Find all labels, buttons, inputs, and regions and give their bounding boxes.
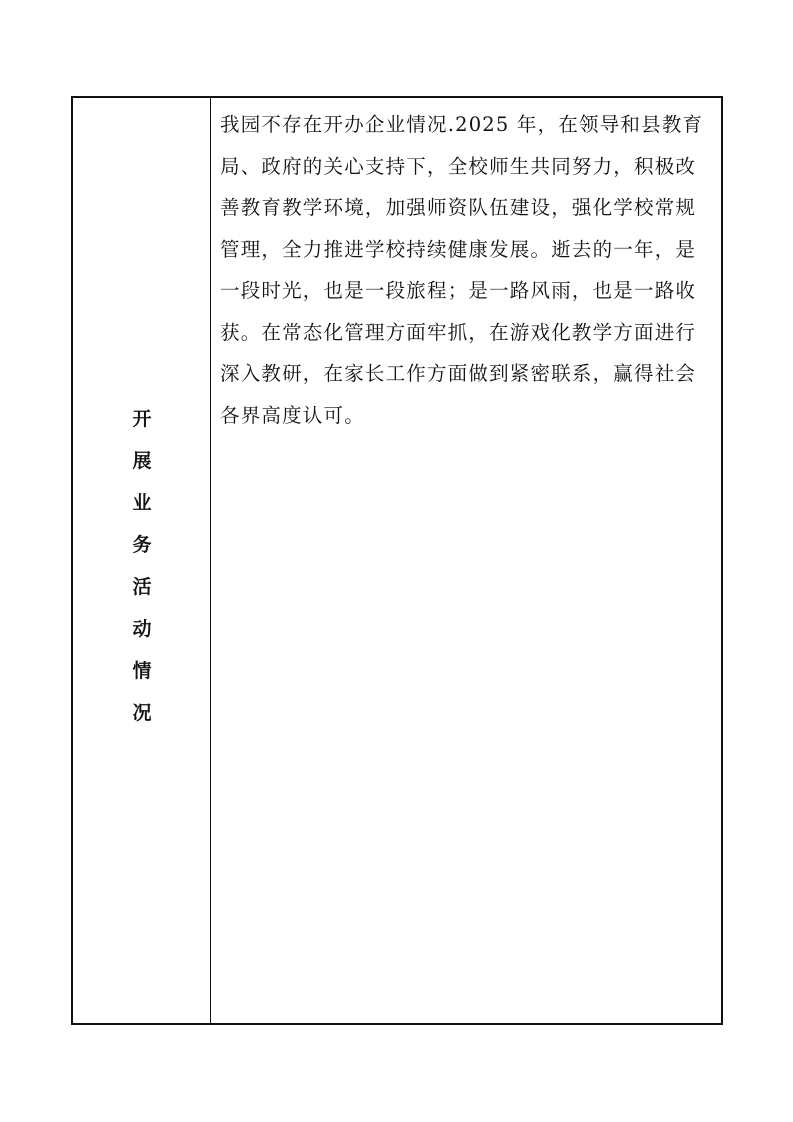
label-char: 展 <box>132 450 152 472</box>
label-char: 开 <box>132 408 152 430</box>
content-line: 获。在常态化管理方面牢抓，在游戏化教学方面进行 <box>220 320 697 344</box>
content-line: 局、政府的关心支持下，全校师生共同努力，积极改 <box>220 154 697 178</box>
content-line: 我园不存在开办企业情况.2025 年，在领导和县教育 <box>220 113 704 136</box>
label-char: 务 <box>132 534 152 556</box>
activity-table <box>71 96 723 1025</box>
content-cell <box>211 98 721 1023</box>
content-line: 深入教研，在家长工作方面做到紧密联系，赢得社会 <box>220 362 697 385</box>
content-line: 管理，全力推进学校持续健康发展。逝去的一年，是 <box>220 237 697 261</box>
label-char: 情 <box>132 660 152 682</box>
content-line: 善教育教学环境，加强师资队伍建设，强化学校常规 <box>220 196 697 219</box>
content-line: 各界高度认可。 <box>220 403 365 427</box>
label-cell <box>73 98 211 1023</box>
label-char: 况 <box>132 702 152 724</box>
label-char: 业 <box>132 492 152 514</box>
label-char: 动 <box>132 618 152 640</box>
label-char: 活 <box>132 576 152 598</box>
content-line: 一段时光，也是一段旅程；是一路风雨，也是一路收 <box>220 279 697 302</box>
label-vertical-text <box>73 398 211 734</box>
